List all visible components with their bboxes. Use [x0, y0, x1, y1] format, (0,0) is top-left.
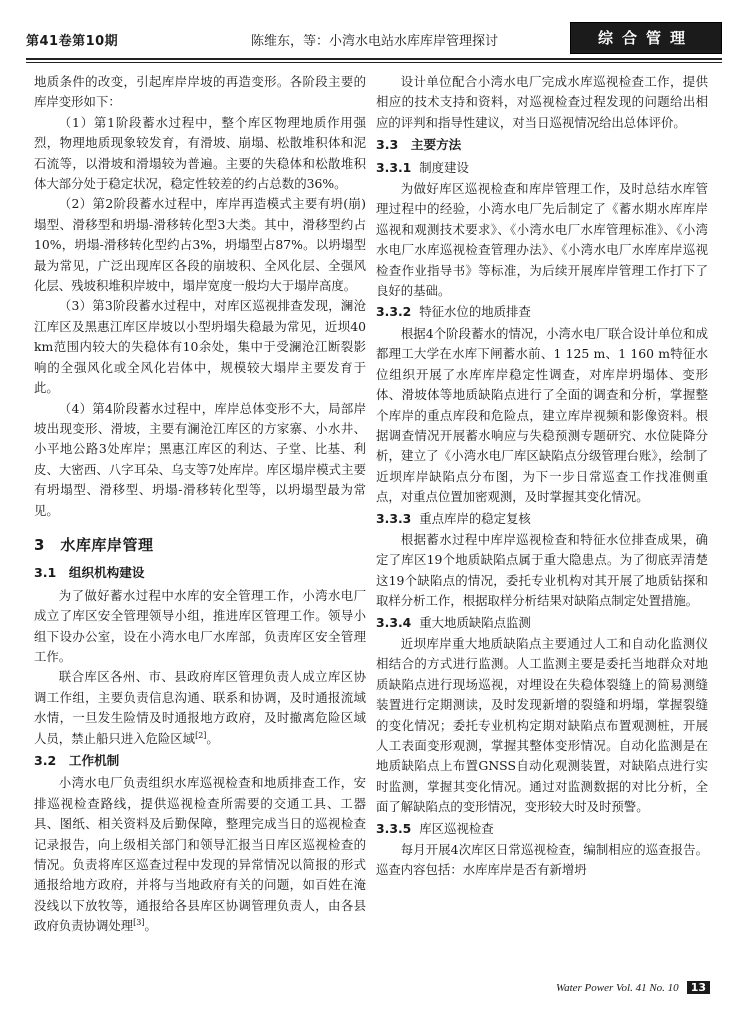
page-footer — [556, 981, 710, 994]
journal-volume: 第41卷第10期 — [26, 34, 119, 49]
paragraph-3-3-4: 近坝库岸重大地质缺陷点主要通过人工和自动化监测仪相结合的方式进行监测。人工监测主要是委托当地群众对地质缺陷点进行现场巡视，对埋设在失稳体裂缝上的简易测缝装置进行定期测读，及时发现新增的裂缝和坍塌，掌握裂缝的变化情况；委托专业机构定期对缺陷点布置观测桩，开展人工表面变形观测，掌握其整体变形情况。自动化监测是在地质缺陷点上布置GNSS自动化观测装置，对缺陷点进行实时监测，掌握其变化情况。通过对监测数据的对比分析，全面了解缺陷点的变形情况，变形较大时及时预警。 — [376, 635, 708, 815]
paragraph-stage-3: （3）第3阶段蓄水过程中，对库区巡视排查发现，澜沧江库区及黑惠江库区岸坡以小型坍塌失稳最为常见，近坝40 km范围内较大的失稳体有10余处，集中于受澜沧江断裂影响的全强风化或全风化岩体中，规模较大塌岸主要发育于此。 — [34, 298, 366, 396]
subsection-heading-3-3: 3.3 主要方法 — [376, 137, 462, 153]
paragraph-3-3-5: 每月开展4次库区日常巡视检查，编制相应的巡查报告。巡查内容包括：水库库岸是否有新增坍 — [376, 842, 708, 878]
subsubsection-heading-3-3-1 — [376, 158, 708, 178]
citation-ref-2: [2] — [195, 730, 207, 740]
heading-number: 3.3.3 — [376, 510, 412, 526]
paragraph-3-2-end: 。 — [144, 918, 157, 934]
heading-title: 特征水位的地质排查 — [419, 304, 531, 320]
paragraph-3-1-b — [34, 667, 366, 749]
header-rule — [26, 58, 722, 60]
heading-number: 3.3.2 — [376, 304, 412, 320]
header-rule-thin — [26, 62, 722, 63]
subsubsection-heading-3-3-5 — [376, 819, 708, 839]
heading-number: 3.3.4 — [376, 614, 412, 630]
paragraph-3-2 — [34, 773, 366, 936]
paragraph-3-1-a: 为了做好蓄水过程中水库的安全管理工作，小湾水电厂成立了库区安全管理领导小组，推进库区管理工作。领导小组下设办公室，设在小湾水电厂水库部，负责库区安全管理工作。 — [34, 587, 366, 664]
heading-title: 库区巡视检查 — [419, 820, 494, 836]
paragraph-3-1-b-text: 联合库区各州、市、县政府库区管理负责人成立库区协调工作组，主要负责信息沟通、联系和协调，及时通报流域水情，一旦发生险情及时通报地方政府，及时撤离危险区域人员，禁止船只进入危险区域 — [34, 669, 366, 746]
subsection-heading-3-1: 3.1 组织机构建设 — [34, 565, 145, 581]
heading-title: 重大地质缺陷点监测 — [419, 614, 531, 630]
page-number: 13 — [687, 981, 710, 994]
subsubsection-heading-3-3-3 — [376, 509, 708, 529]
paragraph-stage-1: （1）第1阶段蓄水过程中，整个库区物理地质作用强烈，物理地质现象较发育，有滑坡、崩塌、松散堆积体和泥石流等，以滑坡和滑塌较为普遍。主要的失稳体和松散堆积体大部分处于稳定状况，稳定性较差的约占总数的36%。 — [34, 114, 366, 192]
paragraph-3-1-b-end: 。 — [206, 730, 219, 746]
heading-title: 重点库岸的稳定复核 — [419, 510, 531, 526]
left-column — [34, 72, 366, 937]
section-heading-3: 3 水库库岸管理 — [34, 535, 154, 554]
paragraph-3-3-2: 根据4个阶段蓄水的情况，小湾水电厂联合设计单位和成都理工大学在水库下闸蓄水前、1 125 m、1 160 m特征水位组织开展了水库库岸稳定性调查，对库岸坍塌体、变形体、滑坡体等地质缺陷点进行了全面的调查和分析，掌握整个库岸的重点库段和危险点，建立库岸视频和影像资料。根据调查情况开展蓄水响应与失稳预测专题研究、水位陡降分析，建立了《小湾水电厂库区缺陷点分级管理台账》，绘制了近坝库岸缺陷点分布图，为下一步日常巡查工作找准侧重点，对重点位置加密观测，及时掌握其变化情况。 — [376, 325, 708, 505]
paragraph-stage-4: （4）第4阶段蓄水过程中，库岸总体变形不大，局部岸坡出现变形、滑坡，主要有澜沧江库区的方家寨、小水井、小平地公路3处库岸；黑惠江库区的利达、子堂、比基、利皮、大密西、八字耳朵、乌支等7处库岸。库区塌岸模式主要有坍塌型、滑移型、坍塌-滑移转化型等，以坍塌型最为常见。 — [34, 400, 366, 518]
right-column — [376, 72, 708, 881]
citation-ref-3: [3] — [133, 918, 145, 928]
paragraph-design-unit: 设计单位配合小湾水电厂完成水库巡视检查工作，提供相应的技术支持和资料，对巡视检查过程发现的问题给出相应的评判和指导性建议，对当日巡视情况给出总体评价。 — [376, 74, 708, 130]
heading-number: 3.3.1 — [376, 159, 412, 175]
page-header — [26, 22, 722, 62]
paragraph-stage-2: （2）第2阶段蓄水过程中，库岸再造模式主要有坍(崩)塌型、滑移型和坍塌-滑移转化型3大类。其中，滑移型约占10%，坍塌-滑移转化型约占3%，坍塌型占87%。以坍塌型最为常见，广泛出现库区各段的崩坡积、全风化层、全强风化层、残坡积堆积岸坡中，塌岸宽度一般均大于塌岸高度。 — [34, 196, 366, 294]
subsubsection-heading-3-3-4 — [376, 613, 708, 633]
paragraph-3-3-1: 为做好库区巡视检查和库岸管理工作，及时总结水库管理过程中的经验，小湾水电厂先后制定了《蓄水期水库库岸巡视和观测技术要求》、《小湾水电厂水库管理标准》、《小湾水电厂水库巡视检查管理办法》、《小湾水电厂水库库岸巡视检查作业指导书》等标准，为后续开展库岸管理工作打下了良好的基础。 — [376, 181, 708, 299]
subsection-heading-3-2: 3.2 工作机制 — [34, 753, 120, 768]
section-badge: 综合管理 — [570, 22, 722, 54]
heading-number: 3.3.5 — [376, 820, 412, 836]
paragraph-3-2-text: 小湾水电厂负责组织水库巡视检查和地质排查工作，安排巡视检查路线，提供巡视检查所需要的交通工具、工器具、图纸、相关资料及后勤保障，整理完成当日的巡视检查记录报告，向上级相关部门和领导汇报当日库区巡视检查的情况。负责将库区巡查过程中发现的异常情况以简报的形式通报给地方政府，并将与当地政府有关的问题，如百姓在淹没线以下放牧等，通报给各县库区协调管理负责人，由各县政府负责协调处理 — [34, 775, 366, 934]
paragraph-3-3-3: 根据蓄水过程中库岸巡视检查和特征水位排查成果，确定了库区19个地质缺陷点属于重大隐患点。为了彻底弄清楚这19个缺陷点的情况，委托专业机构对其开展了地质钻探和取样分析工作，根据取样分析结果对缺陷点制定处置措施。 — [376, 531, 708, 609]
running-title: 陈维东，等：小湾水电站水库库岸管理探讨 — [251, 34, 499, 49]
paragraph-intro: 地质条件的改变，引起库岸岸坡的再造变形。各阶段主要的库岸变形如下： — [34, 74, 366, 110]
heading-title: 制度建设 — [419, 159, 469, 175]
subsubsection-heading-3-3-2 — [376, 302, 708, 322]
footer-journal: Water Power Vol. 41 No. 10 — [555, 982, 679, 994]
